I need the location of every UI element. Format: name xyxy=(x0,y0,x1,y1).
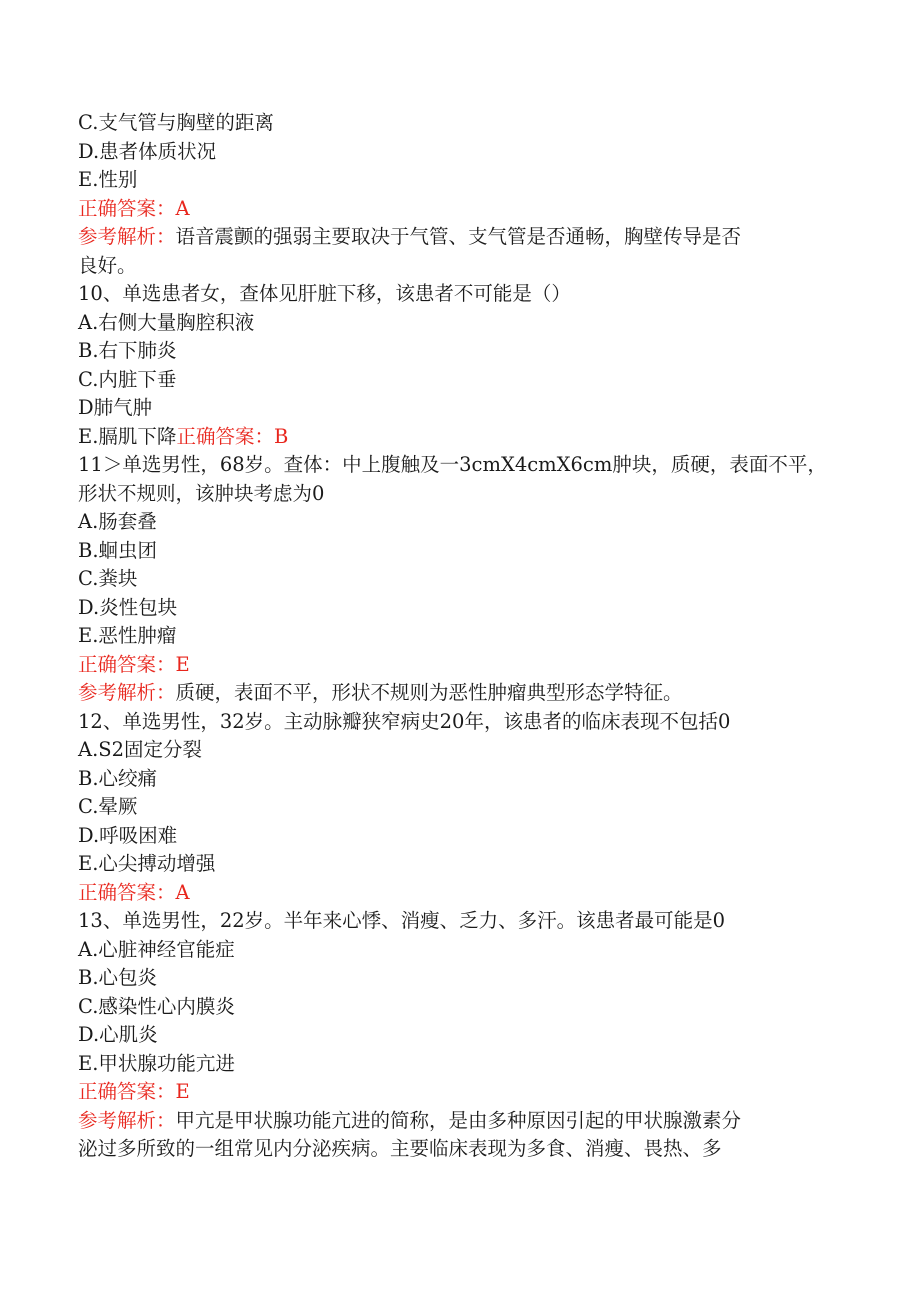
option-c-q13: C.感染性心内膜炎 xyxy=(78,994,235,1018)
option-a-q13: A.心脏神经官能症 xyxy=(78,937,235,961)
analysis-text: 甲亢是甲状腺功能亢进的简称，是由多种原因引起的甲状腺激素分 xyxy=(175,1108,742,1132)
analysis-label: 参考解析： xyxy=(78,1108,176,1132)
option-e-q9: E.性别 xyxy=(78,168,138,191)
analysis-text: 语音震颤的强弱主要取决于气管、支气管是否通畅，胸壁传导是否 xyxy=(175,225,742,248)
option-b-q12: B.心绞痛 xyxy=(78,766,158,790)
analysis-label: 参考解析： xyxy=(78,681,176,704)
option-a-q10: A.右侧大量胸腔积液 xyxy=(78,310,255,334)
answer-label: 正确答案： xyxy=(176,424,274,448)
analysis-q13 xyxy=(78,1107,838,1136)
answer-q9 xyxy=(78,195,838,224)
document-page xyxy=(78,109,838,1164)
answer-value: E xyxy=(175,1080,190,1103)
option-b-q13: B.心包炎 xyxy=(78,966,158,989)
option-e-q11: E.恶性肿瘤 xyxy=(78,624,177,647)
analysis-label: 参考解析： xyxy=(78,225,176,248)
answer-value: E xyxy=(175,652,190,676)
option-e-q13: E.甲状腺功能亢进 xyxy=(78,1051,235,1075)
answer-label: 正确答案： xyxy=(78,196,176,220)
option-b-q11: B.蛔虫团 xyxy=(78,538,158,562)
option-e-q12: E.心尖搏动增强 xyxy=(78,852,216,875)
answer-value: A xyxy=(175,880,190,904)
question-11-stem: 11＞单选男性，68岁。查体：中上腹触及一3cmX4cmX6cm肿块，质硬，表面不平， xyxy=(78,453,827,476)
analysis-q9 xyxy=(78,223,838,252)
analysis-q11 xyxy=(78,679,838,708)
answer-q13 xyxy=(78,1078,838,1107)
analysis-q9-continued: 良好。 xyxy=(78,253,137,277)
answer-q12 xyxy=(78,879,838,908)
question-12-stem: 12、单选男性，32岁。主动脉瓣狭窄病史20年，该患者的临床表现不包括0 xyxy=(78,709,731,733)
option-e-q10: E.膈肌下降 xyxy=(78,424,177,448)
option-d-q13: D.心肌炎 xyxy=(78,1023,158,1046)
answer-value: A xyxy=(175,196,190,220)
option-c-q11: C.粪块 xyxy=(78,567,138,590)
answer-label: 正确答案： xyxy=(78,880,176,904)
option-a-q12: A.S2固定分裂 xyxy=(78,738,203,761)
option-c-q12: C.晕厥 xyxy=(78,795,138,818)
option-d-q10: D肺气肿 xyxy=(78,396,153,419)
option-c-q9: C.支气管与胸壁的距离 xyxy=(78,111,274,134)
option-b-q10: B.右下肺炎 xyxy=(78,339,177,362)
analysis-text: 质硬，表面不平，形状不规则为恶性肿瘤典型形态学特征。 xyxy=(175,681,683,704)
option-d-q9: D.患者体质状况 xyxy=(78,139,217,163)
question-13-stem: 13、单选男性，22岁。半年来心悸、消瘦、乏力、多汗。该患者最可能是0 xyxy=(78,909,726,932)
option-d-q12: D.呼吸困难 xyxy=(78,823,178,847)
answer-value: B xyxy=(273,424,289,448)
question-10-stem: 10、单选患者女，查体见肝脏下移，该患者不可能是（） xyxy=(78,282,571,305)
question-11-stem-continued: 形状不规则，该肿块考虑为0 xyxy=(78,481,325,505)
option-a-q11: A.肠套叠 xyxy=(78,510,157,533)
answer-q11 xyxy=(78,651,838,680)
option-c-q10: C.内脏下垂 xyxy=(78,367,177,391)
answer-label: 正确答案： xyxy=(78,652,176,676)
analysis-q13-continued: 泌过多所致的一组常见内分泌疾病。主要临床表现为多食、消瘦、畏热、多 xyxy=(78,1137,722,1160)
answer-label: 正确答案： xyxy=(78,1080,176,1103)
option-e-q10-with-answer xyxy=(78,423,838,452)
option-d-q11: D.炎性包块 xyxy=(78,595,178,619)
